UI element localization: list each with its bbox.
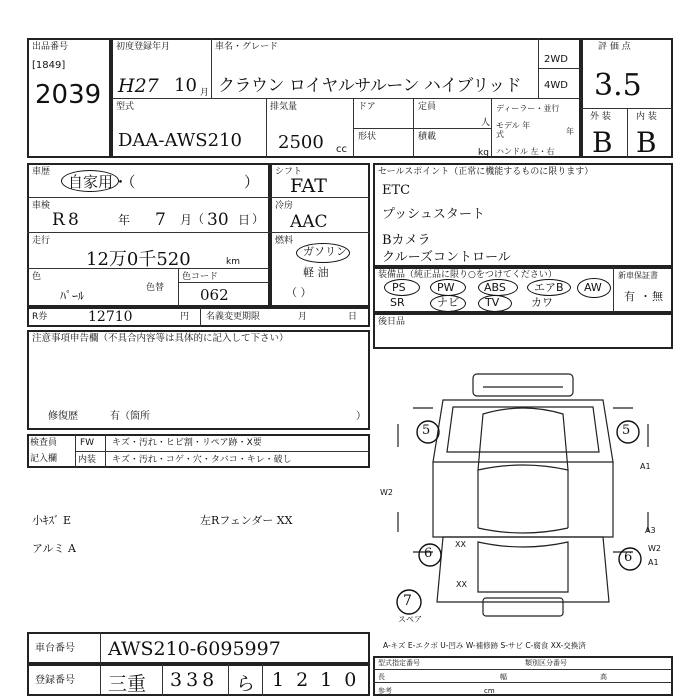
first-reg-value: H27 xyxy=(118,75,159,97)
load-unit: kg xyxy=(478,148,489,158)
equip-leather: カワ xyxy=(531,296,553,309)
recycle-month: 月 xyxy=(298,312,308,322)
inspection-era: R xyxy=(52,210,65,230)
recycle-tax-label: 名義変更期限 xyxy=(206,312,261,322)
rear-label: 後日品 xyxy=(378,317,406,327)
diag-label-w2-left: W2 xyxy=(380,488,393,497)
history-value: 自家用・（ xyxy=(68,173,136,191)
history-label: 車歴 xyxy=(32,167,51,177)
inspection-month: 7 xyxy=(155,210,166,230)
equip-ps: PS xyxy=(392,281,406,294)
first-reg-month: 10 xyxy=(174,75,197,96)
displacement-label: 排気量 xyxy=(270,102,298,112)
remark-line-2: アルミ A xyxy=(32,542,77,555)
model-label: 型式 xyxy=(116,102,135,112)
lot-label: 出品番号 xyxy=(32,42,69,52)
equip-pw: PW xyxy=(437,281,455,294)
footer-unit: cm xyxy=(484,687,495,695)
chassis-label: 車台番号 xyxy=(35,643,75,654)
inspection-paren-close: ） xyxy=(252,212,265,226)
fuel-label: 燃料 xyxy=(275,236,294,246)
mark-front-right: 5 xyxy=(622,423,631,438)
interior-label: 内 装 xyxy=(636,112,657,122)
plate-num: 1210 xyxy=(272,669,369,691)
history-close: ） xyxy=(244,173,260,191)
mark-spare: 7 xyxy=(403,593,412,609)
sales-item-4: クルーズコントロール xyxy=(382,250,511,265)
warranty-no: 無 xyxy=(652,290,663,303)
repair-label: 修復歴 xyxy=(48,411,78,422)
inspection-year: 8 xyxy=(68,210,79,230)
diag-label-xx-1: XX xyxy=(455,540,466,549)
equip-sr: SR xyxy=(390,296,405,309)
fuel-gas: ガソリン xyxy=(303,245,347,258)
drive-4wd: 4WD xyxy=(544,80,568,91)
chassis-value: AWS210-6095997 xyxy=(108,638,281,660)
equip-airbag: エアB xyxy=(534,281,564,294)
sales-item-2: プッシュスタート xyxy=(382,207,485,222)
recycle-unit: 円 xyxy=(180,312,190,322)
model-year-label: モデル 年式 xyxy=(496,121,531,139)
recycle-day: 日 xyxy=(348,312,358,322)
notes-label: 注意事項申告欄（不具合内容等は具体的に記入して下さい） xyxy=(32,333,289,344)
equip-abs: ABS xyxy=(484,281,506,294)
equip-navi: ナビ xyxy=(437,296,459,309)
sales-item-1: ETC xyxy=(382,183,411,198)
inspector-interior: 内装 xyxy=(78,455,97,465)
mileage-unit: km xyxy=(226,257,240,267)
inspection-month-unit: 月 xyxy=(180,213,193,227)
recycle-value: 12710 xyxy=(88,309,133,325)
month-suffix: 月 xyxy=(200,88,210,98)
diag-label-xx-2: XX xyxy=(456,580,467,589)
exterior-label: 外 装 xyxy=(590,112,611,122)
shift-label: シフト xyxy=(275,167,303,177)
color-value: ﾊﾟｰﾙ xyxy=(60,289,85,303)
footer-l1: 型式指定番号 xyxy=(378,659,420,667)
plate-pref: 三重 xyxy=(108,673,147,695)
inspection-year-unit: 年 xyxy=(118,213,131,227)
dealer-label: ディーラー・並行 xyxy=(496,104,560,113)
lot-sub: [1849] xyxy=(32,60,66,71)
mark-rear-right: 6 xyxy=(624,550,633,565)
first-reg-label: 初度登録年月 xyxy=(116,42,171,52)
inspection-day: 30 xyxy=(207,210,229,230)
ac-value: AAC xyxy=(290,212,328,232)
mileage-label: 走行 xyxy=(32,236,51,246)
warranty-label: 新車保証書 xyxy=(618,271,658,280)
ac-label: 冷房 xyxy=(275,201,294,211)
displacement-unit: cc xyxy=(336,144,347,155)
door-label: ドア xyxy=(358,102,376,112)
circle-pw xyxy=(430,279,466,296)
diag-label-a1-top: A1 xyxy=(640,462,651,471)
shift-value: FAT xyxy=(290,175,327,197)
fuel-diesel: 軽 油 xyxy=(303,266,329,279)
footer-l5: 高 xyxy=(600,673,607,681)
year-unit: 年 xyxy=(566,127,574,136)
circle-aw xyxy=(577,278,611,298)
mark-rear-left: 6 xyxy=(424,546,433,561)
equipment-label: 装備品（純正品に限り○をつけてください） xyxy=(378,270,557,280)
displacement-value: 2500 xyxy=(278,132,324,153)
sales-label: セールスポイント（正常に機能するものに限ります） xyxy=(378,167,594,177)
recycle-label: R券 xyxy=(32,312,48,322)
drive-2wd: 2WD xyxy=(544,54,568,65)
repair-value: 有（箇所 xyxy=(110,411,150,422)
capacity-unit: 人 xyxy=(481,118,491,128)
carname-label: 車名・グレード xyxy=(215,42,279,52)
circle-tv xyxy=(478,295,512,312)
load-label: 積載 xyxy=(418,132,437,142)
circle-abs xyxy=(478,279,518,296)
diag-label-a3: A3 xyxy=(645,526,656,535)
recycle-box xyxy=(27,307,370,327)
mileage-value: 12万0千520 xyxy=(86,249,191,270)
interior-value: B xyxy=(636,126,657,159)
grade-label: 評 価 点 xyxy=(598,42,631,52)
notes-box xyxy=(27,330,370,430)
equip-aw: AW xyxy=(584,281,602,294)
rear-box xyxy=(373,313,673,349)
color-label: 色 xyxy=(32,272,42,282)
plate-class: 338 xyxy=(170,669,219,691)
grade-value: 3.5 xyxy=(594,68,642,103)
diagram-legend: A-キズ E-エクボ U-凹み W-補修跡 S-サビ C-腐食 XX-交換済 xyxy=(383,641,586,650)
car-diagram xyxy=(373,352,673,622)
lot-number: 2039 xyxy=(35,80,102,110)
carname-value: クラウン ロイヤルサルーン ハイブリッド xyxy=(218,76,522,96)
exterior-value: B xyxy=(592,126,613,159)
warranty-sep: ・ xyxy=(640,290,651,303)
inspection-label: 車検 xyxy=(32,201,51,211)
fuel-paren: （ ） xyxy=(286,286,312,299)
shape-label: 形状 xyxy=(358,132,377,142)
diag-label-w2-right: W2 xyxy=(648,544,661,553)
inspector-label1: 検査員 xyxy=(30,438,58,448)
footer-l4: 幅 xyxy=(500,673,507,681)
diag-label-spare: スペア xyxy=(398,615,422,624)
warranty-yes: 有 xyxy=(624,290,635,303)
plate-label: 登録番号 xyxy=(35,675,75,686)
footer-l6: 参考 xyxy=(378,687,392,695)
equip-tv: TV xyxy=(485,296,500,309)
inspection-day-unit: 日 xyxy=(238,213,251,227)
color-code-value: 062 xyxy=(200,286,229,304)
model-value: DAA-AWS210 xyxy=(118,130,242,151)
inspector-fw: FW xyxy=(80,438,95,448)
inspection-paren-open: （ xyxy=(192,212,205,226)
repair-close: ） xyxy=(356,411,366,422)
mark-front-left: 5 xyxy=(422,423,431,438)
color-change-label: 色替 xyxy=(146,283,165,293)
circle-airbag xyxy=(527,279,571,296)
capacity-label: 定員 xyxy=(418,102,437,112)
remark-line-1: 小ｷｽﾞ E xyxy=(32,514,72,527)
plate-kana: ら xyxy=(236,673,256,695)
color-code-label: 色コード xyxy=(182,272,219,282)
handle-label: ハンドル 左・右 xyxy=(496,147,555,156)
inspector-label2: 記入欄 xyxy=(30,454,58,464)
inspector-row2: キズ・汚れ・コゲ・穴・タバコ・キレ・破し xyxy=(112,455,292,465)
remark-line-3: 左Rフェンダー XX xyxy=(200,514,293,527)
inspector-row1: キズ・汚れ・ヒビ割・リペア跡・X要 xyxy=(112,438,262,448)
sales-item-3: Bカメラ xyxy=(382,233,431,248)
footer-l3: 長 xyxy=(378,673,385,681)
circle-ps xyxy=(384,279,420,296)
circle-navi xyxy=(430,295,466,312)
diag-label-a1-right: A1 xyxy=(648,558,659,567)
footer-l2: 類別区分番号 xyxy=(525,659,567,667)
